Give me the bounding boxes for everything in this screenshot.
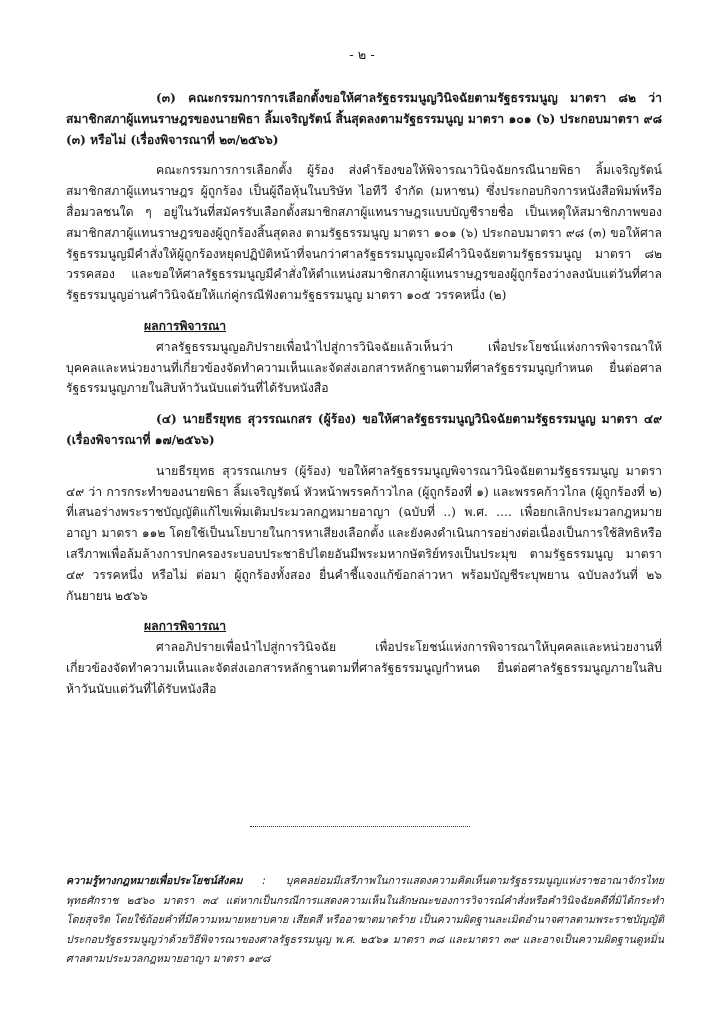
page-content <box>66 88 662 700</box>
item3-heading: (๓) คณะกรรมการการเลือกตั้งขอให้ศาลรัฐธรรมนูญวินิจฉัยตามรัฐธรรมนูญ มาตรา ๘๒ ว่า สมาชิกสภาผู้แทนราษฎรของนายพิธา ลิ้มเจริญรัตน์ สิ้นสุดลงตามรัฐธรรมนูญ มาตรา ๑๐๑ (๖) ประกอบมาตรา ๙๘ (๓) หรือไม่ (เรื่องพิจารณาที่ ๒๓/๒๕๖๖) <box>66 91 662 147</box>
footer-separator: : <box>262 875 266 887</box>
dotted-divider <box>250 826 470 827</box>
item3-result-label: ผลการพิจารณา <box>144 318 227 333</box>
footer-text: บุคคลย่อมมีเสรีภาพในการแสดงความคิดเห็นตามรัฐธรรมนูญแห่งราชอาณาจักรไทย พุทธศักราช ๒๕๖๐ มาตรา ๓๔ แต่หากเป็นกรณีการแสดงความเห็นในลักษณะของการวิจารณ์คำสั่งหรือคำวินิจฉัยคดีที่มิได้กระทำโดยสุจริต โดยใช้ถ้อยคำที่มีความหมายหยาบคาย เสียดสี หรืออาฆาตมาดร้าย เป็นความผิดฐานละเมิดอำนาจศาลตามพระราชบัญญัติประกอบรัฐธรรมนูญว่าด้วยวิธีพิจารณาของศาลรัฐธรรมนูญ พ.ศ. ๒๕๖๑ มาตรา ๓๘ และมาตรา ๓๙ และอาจเป็นความผิดฐานดูหมิ่นศาลตามประมวลกฎหมายอาญา มาตรา ๑๙๘ <box>66 875 664 965</box>
item3-result: ศาลรัฐธรรมนูญอภิปรายเพื่อนำไปสู่การวินิจฉัยแล้วเห็นว่า เพื่อประโยชน์แห่งการพิจารณาให้บุคคลและหน่วยงานที่เกี่ยวข้องจัดทำความเห็นและจัดส่งเอกสารหลักฐานตามที่ศาลรัฐธรรมนูญกำหนด ยื่นต่อศาลรัฐธรรมนูญภายในสิบห้าวันนับแต่วันที่ได้รับหนังสือ <box>66 339 662 396</box>
item3-body: คณะกรรมการการเลือกตั้ง ผู้ร้อง ส่งคำร้องขอให้พิจารณาวินิจฉัยกรณีนายพิธา ลิ้มเจริญรัตน์ สมาชิกสภาผู้แทนราษฎร ผู้ถูกร้อง เป็นผู้ถือหุ้นในบริษัท ไอทีวี จำกัด (มหาชน) ซึ่งประกอบกิจการหนังสือพิมพ์หรือสื่อมวลชนใด ๆ อยู่ในวันที่สมัครรับเลือกตั้งสมาชิกสภาผู้แทนราษฎรแบบบัญชีรายชื่อ เป็นเหตุให้สมาชิกภาพของสมาชิกสภาผู้แทนราษฎรของผู้ถูกร้องสิ้นสุดลง ตามรัฐธรรมนูญ มาตรา ๑๐๑ (๖) ประกอบมาตรา ๙๘ (๓) ขอให้ศาลรัฐธรรมนูญมีคำสั่งให้ผู้ถูกร้องหยุดปฏิบัติหน้าที่จนกว่าศาลรัฐธรรมนูญจะมีคำวินิจฉัยตามรัฐธรรมนูญ มาตรา ๘๒ วรรคสอง และขอให้ศาลรัฐธรรมนูญมีคำสั่งให้ตำแหน่งสมาชิกสภาผู้แทนราษฎรของผู้ถูกร้องว่างลงนับแต่วันที่ศาลรัฐธรรมนูญอ่านคำวินิจฉัยให้แก่คู่กรณีฟังตามรัฐธรรมนูญ มาตรา ๑๐๕ วรรคหนึ่ง (๒) <box>66 163 662 303</box>
item4-result: ศาลอภิปรายเพื่อนำไปสู่การวินิจฉัย เพื่อประโยชน์แห่งการพิจารณาให้บุคคลและหน่วยงานที่เกี่ยวข้องจัดทำความเห็นและจัดส่งเอกสารหลักฐานตามที่ศาลรัฐธรรมนูญกำหนด ยื่นต่อศาลรัฐธรรมนูญภายในสิบห้าวันนับแต่วันที่ได้รับหนังสือ <box>66 640 662 696</box>
page-number: - ๒ - <box>349 48 375 63</box>
footer-label: ความรู้ทางกฎหมายเพื่อประโยชน์สังคม <box>66 875 243 887</box>
item4-body: นายธีรยุทธ สุวรรณเกษร (ผู้ร้อง) ขอให้ศาลรัฐธรรมนูญพิจารณาวินิจฉัยตามรัฐธรรมนูญ มาตรา ๔๙ ว่า การกระทำของนายพิธา ลิ้มเจริญรัตน์ หัวหน้าพรรคก้าวไกล (ผู้ถูกร้องที่ ๑) และพรรคก้าวไกล (ผู้ถูกร้องที่ ๒) ที่เสนอร่างพระราชบัญญัติแก้ไขเพิ่มเติมประมวลกฎหมายอาญา (ฉบับที่ ..) พ.ศ. .... เพื่อยกเลิกประมวลกฎหมายอาญา มาตรา ๑๑๒ โดยใช้เป็นนโยบายในการหาเสียงเลือกตั้ง และยังคงดำเนินการอย่างต่อเนื่องเป็นการใช้สิทธิหรือเสรีภาพเพื่อล้มล้างการปกครองระบอบประชาธิปไตยอันมีพระมหากษัตริย์ทรงเป็นประมุข ตามรัฐธรรมนูญ มาตรา ๔๙ วรรคหนึ่ง หรือไม่ ต่อมา ผู้ถูกร้องทั้งสอง ยื่นคำชี้แจงแก้ข้อกล่าวหา พร้อมบัญชีระบุพยาน ฉบับลงวันที่ ๒๖ กันยายน ๒๕๖๖ <box>66 463 662 603</box>
item4-heading: (๔) นายธีรยุทธ สุวรรณเกสร (ผู้ร้อง) ขอให้ศาลรัฐธรรมนูญวินิจฉัยตามรัฐธรรมนูญ มาตรา ๔๙ (เรื่องพิจารณาที่ ๑๗/๒๕๖๖) <box>66 412 662 447</box>
item4-result-label: ผลการพิจารณา <box>144 619 227 634</box>
legal-notice-footer <box>66 872 664 970</box>
